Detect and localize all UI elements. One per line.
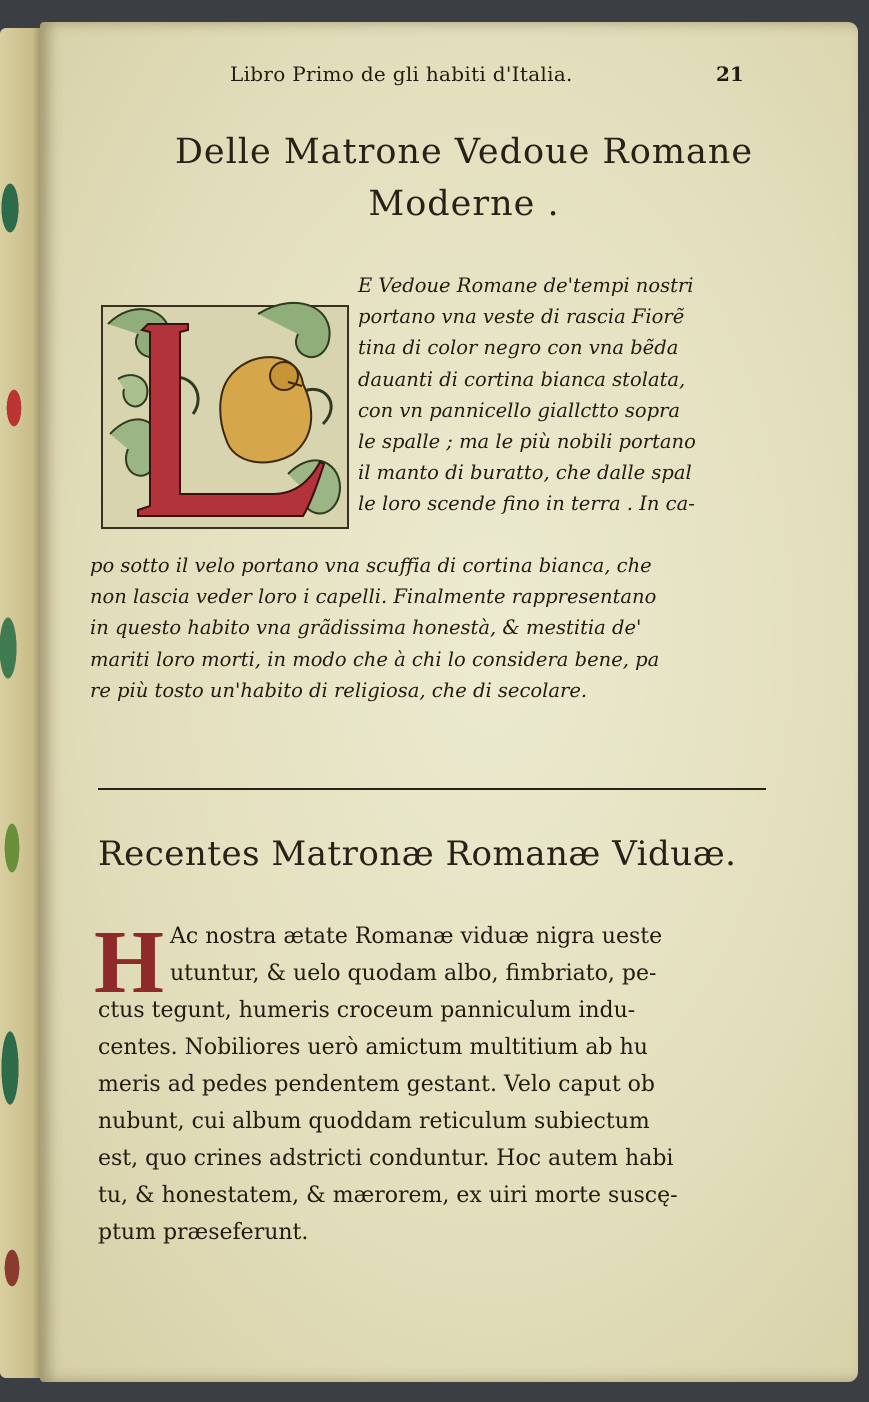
section-divider	[98, 788, 766, 790]
text-line: centes. Nobiliores uerò amictum multitium ab hu	[98, 1035, 648, 1060]
text-line: il manto di buratto, che dalle spal	[358, 461, 692, 485]
decorated-initial-h: H	[94, 913, 165, 1012]
text-line: ptum præseferunt.	[98, 1220, 309, 1245]
text-line: con vn pannicello giallctto sopra	[358, 398, 681, 422]
text-line: Ac nostra ætate Romanæ viduæ nigra ueste	[170, 924, 663, 949]
text-line: utuntur, & uelo quodam albo, fimbriato, pe-	[170, 961, 657, 986]
latin-paragraph-opening	[170, 918, 790, 992]
text-line: re più tosto un'habito di religiosa, che di secolare.	[90, 678, 588, 702]
text-line: tina di color negro con vna bẽda	[358, 336, 679, 360]
text-line: dauanti di cortina bianca stolata,	[358, 367, 686, 391]
text-line: meris ad pedes pendentem gestant. Velo caput ob	[98, 1072, 656, 1097]
latin-title: Recentes Matronæ Romanæ Viduæ.	[98, 834, 737, 874]
text-line: nubunt, cui album quoddam reticulum subiectum	[98, 1109, 650, 1134]
italian-title	[40, 126, 858, 230]
italian-paragraph-continuation	[90, 550, 810, 706]
running-head: Libro Primo de gli habiti d'Italia.	[230, 62, 573, 86]
text-line: ctus tegunt, humeris croceum panniculum indu-	[98, 998, 636, 1023]
text-line: in questo habito vna grãdissima honestà, & mestitia de'	[90, 616, 642, 640]
text-line: est, quo crines adstricti conduntur. Hoc autem habi	[98, 1146, 674, 1171]
text-line: le spalle ; ma le più nobili portano	[358, 430, 696, 454]
text-line: mariti loro morti, in modo che à chi lo considera bene, pa	[90, 647, 660, 671]
decorated-initial-l	[98, 284, 354, 536]
text-line: portano vna veste di rascia Fiorẽ	[358, 305, 685, 329]
text-line: tu, & honestatem, & mærorem, ex uiri morte suscę-	[98, 1183, 678, 1208]
text-line: E Vedoue Romane de'tempi nostri	[358, 274, 694, 297]
book-page	[40, 22, 858, 1382]
floral-border-ornament	[0, 88, 30, 1348]
italian-title-line: Delle Matrone Vedoue Romane	[174, 132, 754, 172]
illuminated-initial-image	[98, 284, 354, 536]
latin-paragraph-continuation	[98, 992, 788, 1251]
page-number: 21	[716, 62, 744, 86]
italian-paragraph-opening	[358, 270, 798, 520]
italian-title-line: Moderne .	[368, 184, 560, 224]
text-line: non lascia veder loro i capelli. Finalmente rappresentano	[90, 585, 657, 609]
text-line: po sotto il velo portano vna scuffia di cortina bianca, che	[90, 554, 652, 577]
text-line: le loro scende fino in terra . In ca-	[358, 492, 695, 516]
